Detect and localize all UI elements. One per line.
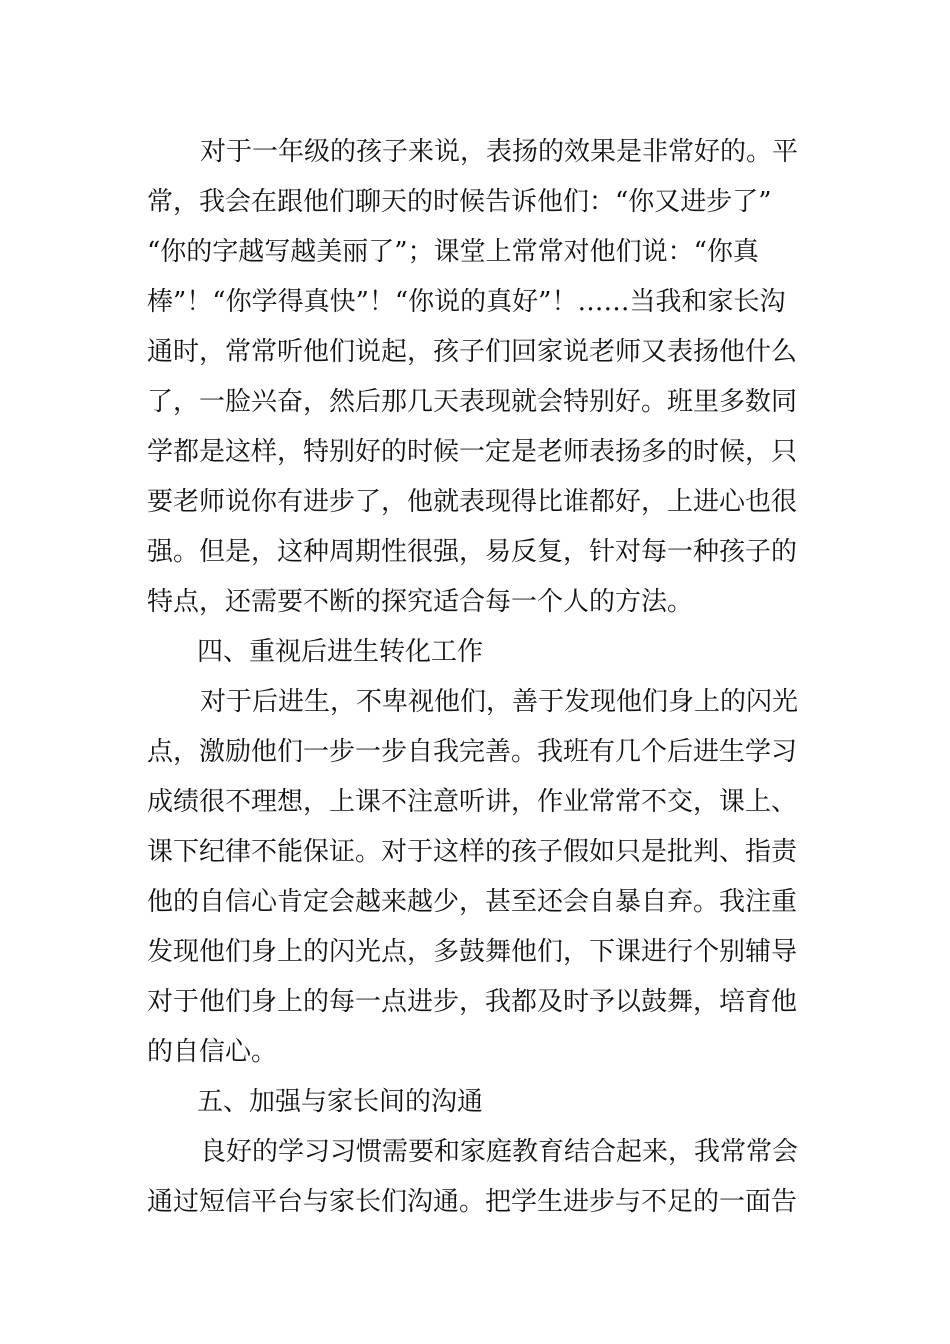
- paragraph-line: 学都是这样，特别好的时候一定是老师表扬多的时候，只: [147, 437, 798, 467]
- paragraph-line: 棒”！“你学得真快”！“你说的真好”！……当我和家长沟: [147, 287, 786, 317]
- paragraph-line: 强。但是，这种周期性很强，易反复，针对每一种孩子的: [147, 537, 798, 567]
- paragraph-line: 的自信心。: [147, 1037, 278, 1067]
- paragraph-line: 点，激励他们一步一步自我完善。我班有几个后进生学习: [147, 737, 798, 767]
- paragraph-line: 他的自信心肯定会越来越少，甚至还会自暴自弃。我注重: [147, 887, 798, 917]
- paragraph-line: 课下纪律不能保证。对于这样的孩子假如只是批判、指责: [147, 837, 798, 867]
- paragraph-line: 良好的学习习惯需要和家庭教育结合起来，我常常会: [200, 1137, 799, 1167]
- paragraph-line: 通过短信平台与家长们沟通。把学生进步与不足的一面告: [147, 1187, 798, 1217]
- section-heading: 四、重视后进生转化工作: [197, 637, 484, 667]
- paragraph-line: 对于一年级的孩子来说，表扬的效果是非常好的。平: [200, 137, 799, 167]
- paragraph-line: 要老师说你有进步了，他就表现得比谁都好，上进心也很: [147, 487, 798, 517]
- paragraph-line: 特点，还需要不断的探究适合每一个人的方法。: [147, 587, 694, 617]
- paragraph-line: 通时，常常听他们说起，孩子们回家说老师又表扬他什么: [147, 337, 798, 367]
- section-heading: 五、加强与家长间的沟通: [197, 1087, 484, 1117]
- paragraph-line: 对于后进生，不卑视他们，善于发现他们身上的闪光: [200, 687, 799, 717]
- paragraph-line: 常，我会在跟他们聊天的时候告诉他们：“你又进步了”: [147, 187, 772, 217]
- paragraph-line: 成绩很不理想，上课不注意听讲，作业常常不交，课上、: [147, 787, 798, 817]
- paragraph-line: 了，一脸兴奋，然后那几天表现就会特别好。班里多数同: [147, 387, 798, 417]
- paragraph-line: “你的字越写越美丽了”；课堂上常常对他们说：“你真: [147, 237, 759, 267]
- paragraph-line: 发现他们身上的闪光点，多鼓舞他们，下课进行个别辅导: [147, 937, 798, 967]
- paragraph-line: 对于他们身上的每一点进步，我都及时予以鼓舞，培育他: [147, 987, 798, 1017]
